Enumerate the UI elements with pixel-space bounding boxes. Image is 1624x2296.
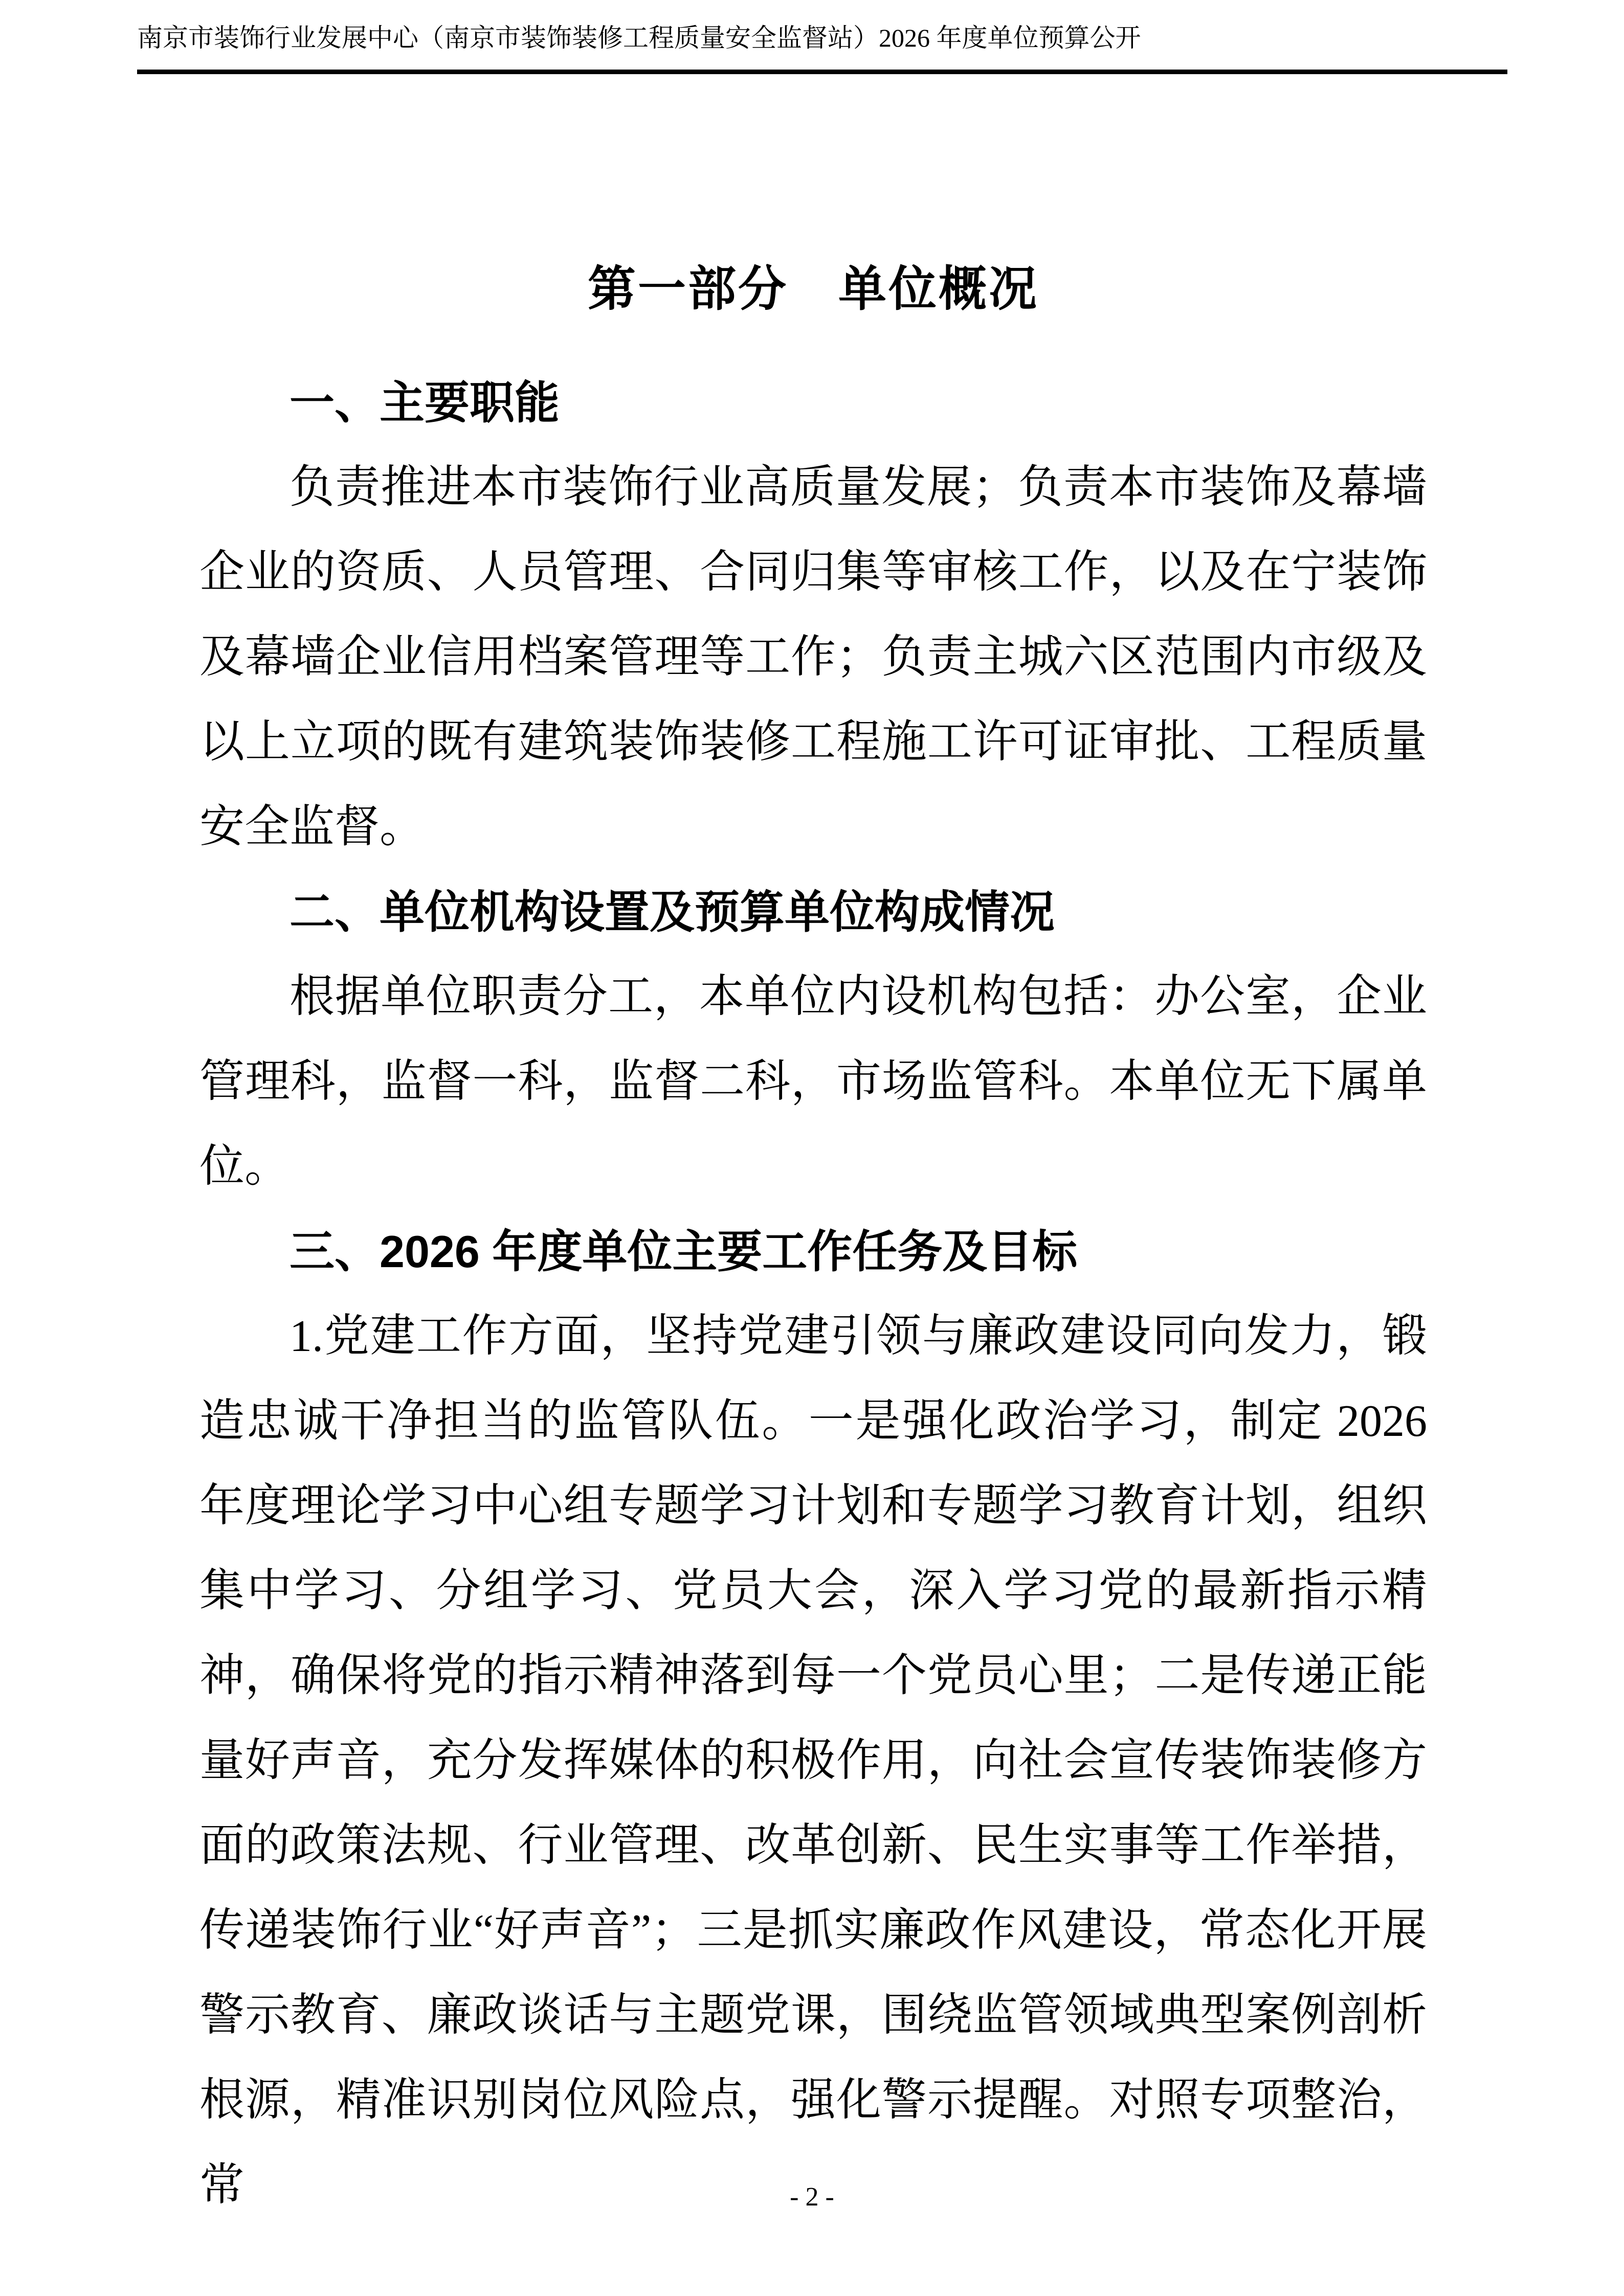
page-title: 第一部分 单位概况 bbox=[587, 262, 1039, 316]
paragraph-2026-tasks: 1.党建工作方面，坚持党建引领与廉政建设同向发力，锻造忠诚干净担当的监管队伍。一是强化政治学习，制定 2026 年度理论学习中心组专题学习计划和专题学习教育计划，组织集中学习、分组学习、党员大会，深入学习党的最新指示精神，确保将党的指示精神落到每一个党员心里；二是传递正能量好声音，充分发挥媒体的积极作用，向社会宣传装饰装修方面的政策法规、行业管理、改革创新、民生实事等工作举措，传递装饰行业“好声音”；三是抓实廉政作风建设，常态化开展警示教育、廉政谈话与主题党课，围绕监管领域典型案例剖析根源，精准识别岗位风险点，强化警示提醒。对照专项整治，常 bbox=[199, 1312, 1427, 2210]
page-number: - 2 - bbox=[790, 2182, 834, 2212]
document-body bbox=[199, 0, 1427, 2228]
section-heading-org-structure: 二、单位机构设置及预算单位构成情况 bbox=[290, 887, 1055, 937]
paragraph-main-duties: 负责推进本市装饰行业高质量发展；负责本市装饰及幕墙企业的资质、人员管理、合同归集等审核工作，以及在宁装饰及幕墙企业信用档案管理等工作；负责主城六区范围内市级及以上立项的既有建筑装饰装修工程施工许可证审批、工程质量安全监督。 bbox=[199, 463, 1427, 852]
section-heading-main-duties: 一、主要职能 bbox=[290, 377, 560, 428]
paragraph-org-structure: 根据单位职责分工，本单位内设机构包括：办公室，企业管理科，监督一科，监督二科，市场监管科。本单位无下属单位。 bbox=[199, 972, 1427, 1191]
section-heading-2026-tasks: 三、2026 年度单位主要工作任务及目标 bbox=[290, 1226, 1078, 1277]
header-title: 南京市装饰行业发展中心（南京市装饰装修工程质量安全监督站）2026 年度单位预算公开 bbox=[137, 24, 1141, 52]
